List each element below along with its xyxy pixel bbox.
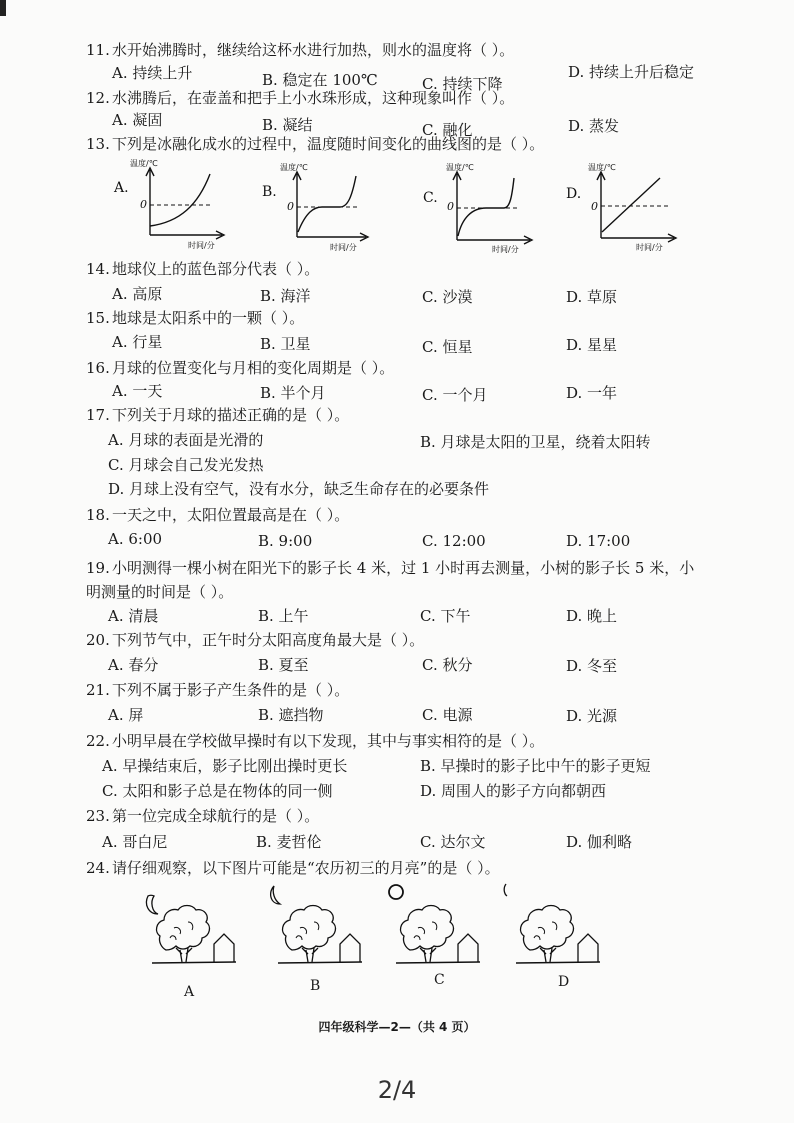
question-19-continued: 明测量的时间是（ ）。 bbox=[86, 583, 234, 601]
q15-option-c[interactable]: C. 恒星 bbox=[422, 338, 473, 356]
q22-option-d[interactable]: D. 周围人的影子方向都朝西 bbox=[420, 782, 607, 800]
graph-c-zero: 0 bbox=[447, 200, 454, 213]
graph-c[interactable] bbox=[423, 162, 532, 254]
question-21: 21. 下列不属于影子产生条件的是（ ）。 bbox=[86, 681, 350, 699]
q21-option-d[interactable]: D. 光源 bbox=[566, 707, 618, 725]
graph-b-zero: 0 bbox=[287, 200, 294, 213]
graph-b-ylabel: 温度/℃ bbox=[280, 163, 308, 172]
graph-d-letter: D. bbox=[566, 186, 582, 202]
q14-option-d[interactable]: D. 草原 bbox=[566, 288, 618, 306]
graph-a-zero: 0 bbox=[140, 198, 147, 211]
q12-option-b[interactable]: B. 凝结 bbox=[262, 116, 313, 134]
picture-d[interactable] bbox=[504, 884, 600, 963]
q16-option-b[interactable]: B. 半个月 bbox=[260, 384, 326, 402]
q14-option-a[interactable]: A. 高原 bbox=[112, 285, 163, 303]
question-12: 12. 水沸腾后，在壶盖和把手上小水珠形成，这种现象叫作（ ）。 bbox=[86, 89, 515, 107]
question-18: 18. 一天之中，太阳位置最高是在（ ）。 bbox=[86, 506, 350, 524]
q22-option-b[interactable]: B. 早操时的影子比中午的影子更短 bbox=[420, 757, 651, 775]
q23-option-d[interactable]: D. 伽利略 bbox=[566, 833, 633, 851]
page-number: 2/4 bbox=[377, 1076, 417, 1104]
graph-c-xlabel: 时间/分 bbox=[492, 245, 519, 254]
question-16: 16. 月球的位置变化与月相的变化周期是（ ）。 bbox=[86, 359, 395, 377]
graph-c-letter: C. bbox=[423, 190, 438, 206]
graph-a-xlabel: 时间/分 bbox=[188, 241, 215, 250]
picture-c-label: C bbox=[434, 972, 445, 988]
q15-option-a[interactable]: A. 行星 bbox=[112, 333, 163, 351]
graph-b[interactable] bbox=[262, 162, 368, 252]
question-11: 11. 水开始沸腾时，继续给这杯水进行加热，则水的温度将（ ）。 bbox=[86, 41, 515, 59]
q22-option-a[interactable]: A. 早操结束后，影子比刚出操时更长 bbox=[102, 757, 348, 775]
graph-b-letter: B. bbox=[262, 184, 277, 200]
q18-option-b[interactable]: B. 9:00 bbox=[258, 532, 313, 550]
picture-c[interactable] bbox=[389, 885, 480, 963]
picture-b-label: B bbox=[310, 978, 321, 994]
question-20: 20. 下列节气中，正午时分太阳高度角最大是（ ）。 bbox=[86, 631, 425, 649]
q20-option-c[interactable]: C. 秋分 bbox=[422, 656, 473, 674]
q18-option-c[interactable]: C. 12:00 bbox=[422, 532, 486, 550]
question-19: 19. 小明测得一棵小树在阳光下的影子长 4 米，过 1 小时再去测量，小树的影子长 5 米，小 bbox=[86, 559, 695, 577]
q12-option-a[interactable]: A. 凝固 bbox=[112, 111, 163, 129]
q20-option-a[interactable]: A. 春分 bbox=[108, 656, 159, 674]
q16-option-c[interactable]: C. 一个月 bbox=[422, 386, 488, 404]
q18-option-d[interactable]: D. 17:00 bbox=[566, 532, 631, 550]
question-22: 22. 小明早晨在学校做早操时有以下发现，其中与事实相符的是（ ）。 bbox=[86, 732, 545, 750]
picture-a-label: A bbox=[184, 984, 195, 1000]
q16-option-a[interactable]: A. 一天 bbox=[112, 382, 163, 400]
q18-option-a[interactable]: A. 6:00 bbox=[108, 530, 163, 548]
q20-option-d[interactable]: D. 冬至 bbox=[566, 657, 618, 675]
question-17: 17. 下列关于月球的描述正确的是（ ）。 bbox=[86, 406, 350, 424]
page-footer: 四年级科学—2—（共 4 页） bbox=[318, 1020, 476, 1034]
q19-option-a[interactable]: A. 清晨 bbox=[108, 607, 159, 625]
question-24: 24. 请仔细观察，以下图片可能是“农历初三的月亮”的是（ ）。 bbox=[86, 859, 500, 877]
question-15: 15. 地球是太阳系中的一颗（ ）。 bbox=[86, 309, 305, 327]
q12-option-d[interactable]: D. 蒸发 bbox=[568, 117, 620, 135]
q21-option-a[interactable]: A. 屏 bbox=[108, 706, 144, 724]
crescent-moon-icon bbox=[146, 895, 158, 914]
q19-option-b[interactable]: B. 上午 bbox=[258, 607, 309, 625]
graph-b-xlabel: 时间/分 bbox=[330, 243, 357, 252]
picture-d-label: D bbox=[558, 974, 570, 990]
q24-pictures bbox=[0, 878, 794, 968]
q11-option-d[interactable]: D. 持续上升后稳定 bbox=[568, 63, 695, 81]
q21-option-b[interactable]: B. 遮挡物 bbox=[258, 706, 324, 724]
q17-option-a[interactable]: A. 月球的表面是光滑的 bbox=[108, 431, 264, 449]
q15-option-b[interactable]: B. 卫星 bbox=[260, 335, 311, 353]
q23-option-a[interactable]: A. 哥白尼 bbox=[102, 833, 168, 851]
graph-d-zero: 0 bbox=[591, 200, 598, 213]
graph-a[interactable] bbox=[113, 158, 224, 250]
question-23: 23. 第一位完成全球航行的是（ ）。 bbox=[86, 807, 320, 825]
q20-option-b[interactable]: B. 夏至 bbox=[258, 656, 309, 674]
q19-option-c[interactable]: C. 下午 bbox=[420, 607, 471, 625]
graph-c-ylabel: 温度/℃ bbox=[446, 163, 474, 172]
q17-option-d[interactable]: D. 月球上没有空气，没有水分，缺乏生命存在的必要条件 bbox=[108, 480, 490, 498]
q11-option-c[interactable]: C. 持续下降 bbox=[422, 75, 503, 93]
q17-option-c[interactable]: C. 月球会自己发光发热 bbox=[108, 456, 264, 474]
graph-d-ylabel: 温度/℃ bbox=[588, 163, 616, 172]
q23-option-c[interactable]: C. 达尔文 bbox=[420, 833, 486, 851]
q22-option-c[interactable]: C. 太阳和影子总是在物体的同一侧 bbox=[102, 782, 333, 800]
picture-b[interactable] bbox=[271, 886, 362, 963]
scan-edge-mark bbox=[0, 0, 6, 16]
graph-a-ylabel: 温度/℃ bbox=[130, 159, 158, 168]
q23-option-b[interactable]: B. 麦哲伦 bbox=[256, 833, 322, 851]
q12-option-c[interactable]: C. 融化 bbox=[422, 121, 473, 139]
q13-graphs bbox=[0, 150, 794, 260]
crescent-moon-icon-b bbox=[271, 886, 280, 904]
q16-option-d[interactable]: D. 一年 bbox=[566, 384, 618, 402]
q14-option-b[interactable]: B. 海洋 bbox=[260, 287, 311, 305]
picture-a[interactable] bbox=[146, 895, 236, 963]
graph-d-xlabel: 时间/分 bbox=[636, 243, 663, 252]
graph-d[interactable] bbox=[566, 162, 676, 252]
graph-a-letter: A. bbox=[114, 180, 129, 196]
question-14: 14. 地球仪上的蓝色部分代表（ ）。 bbox=[86, 260, 320, 278]
full-moon-icon bbox=[389, 885, 403, 899]
q15-option-d[interactable]: D. 星星 bbox=[566, 336, 618, 354]
thin-moon-icon bbox=[504, 884, 507, 896]
q11-option-a[interactable]: A. 持续上升 bbox=[112, 64, 193, 82]
q11-option-b[interactable]: B. 稳定在 100℃ bbox=[262, 71, 378, 89]
q14-option-c[interactable]: C. 沙漠 bbox=[422, 288, 473, 306]
question-13: 13. 下列是冰融化成水的过程中，温度随时间变化的曲线图的是（ ）。 bbox=[86, 135, 545, 153]
q21-option-c[interactable]: C. 电源 bbox=[422, 706, 473, 724]
q19-option-d[interactable]: D. 晚上 bbox=[566, 607, 618, 625]
q17-option-b[interactable]: B. 月球是太阳的卫星，绕着太阳转 bbox=[420, 433, 651, 451]
